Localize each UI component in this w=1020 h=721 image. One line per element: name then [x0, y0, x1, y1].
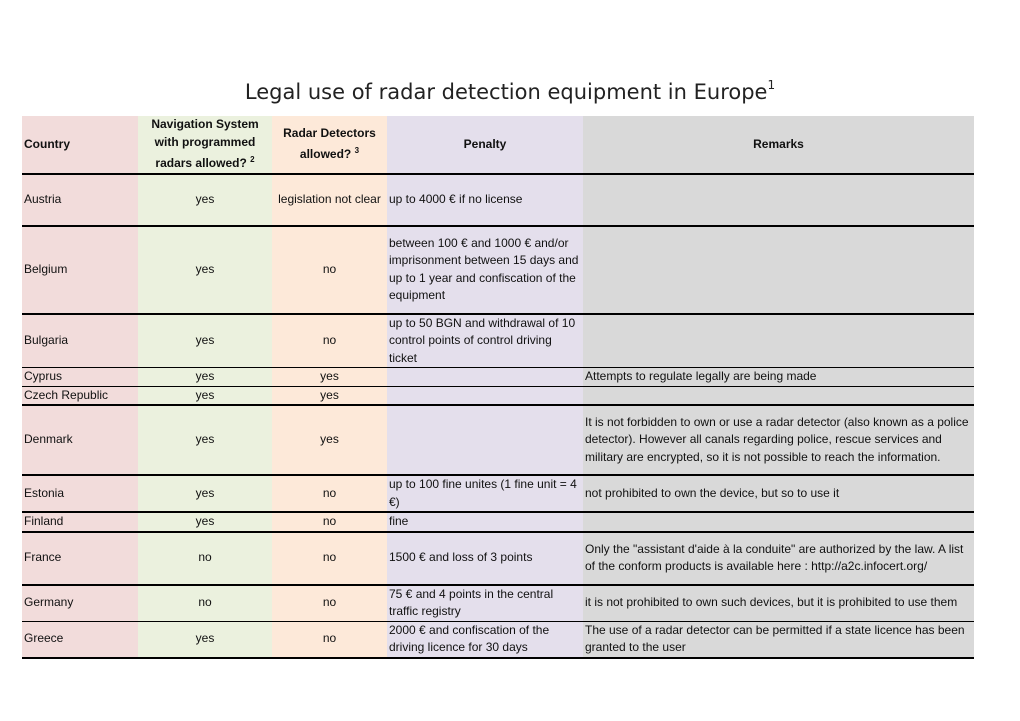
table-row [22, 226, 974, 314]
cell-country: Greece [22, 621, 138, 658]
cell-country: Czech Republic [22, 386, 138, 405]
cell-radar: legislation not clear [272, 174, 387, 226]
cell-nav: yes [138, 475, 272, 512]
cell-radar: no [272, 532, 387, 585]
cell-nav: yes [138, 314, 272, 368]
cell-nav: yes [138, 368, 272, 387]
cell-remarks: It is not forbidden to own or use a radar detector (also known as a police detector). However all canals regarding police, rescue services and military are encrypted, so it is not possible to reach the information. [583, 405, 974, 475]
cell-penalty: up to 100 fine unites (1 fine unit = 4 €) [387, 475, 583, 512]
header-nav-line2: with programmed [154, 134, 256, 149]
cell-penalty: 1500 € and loss of 3 points [387, 532, 583, 585]
header-radar-detectors [272, 116, 387, 174]
table-row [22, 386, 974, 405]
cell-country: France [22, 532, 138, 585]
table-row [22, 314, 974, 368]
cell-penalty [387, 386, 583, 405]
cell-radar: no [272, 226, 387, 314]
table-row [22, 512, 974, 532]
cell-penalty: up to 4000 € if no license [387, 174, 583, 226]
cell-penalty: fine [387, 512, 583, 532]
cell-remarks: it is not prohibited to own such devices, but it is prohibited to use them [583, 585, 974, 622]
cell-nav: yes [138, 621, 272, 658]
table-row [22, 405, 974, 475]
header-navigation-system [138, 116, 272, 174]
cell-penalty: up to 50 BGN and withdrawal of 10 control points of control driving ticket [387, 314, 583, 368]
cell-radar: yes [272, 405, 387, 475]
cell-penalty: 2000 € and confiscation of the driving licence for 30 days [387, 621, 583, 658]
cell-country: Cyprus [22, 368, 138, 387]
header-penalty: Penalty [387, 116, 583, 174]
cell-penalty: 75 € and 4 points in the central traffic registry [387, 585, 583, 622]
cell-remarks [583, 386, 974, 405]
cell-nav: no [138, 532, 272, 585]
cell-remarks [583, 512, 974, 532]
cell-radar: no [272, 475, 387, 512]
cell-nav: yes [138, 174, 272, 226]
cell-remarks: Only the "assistant d'aide à la conduite" are authorized by the law. A list of the conform products is available here : http://a2c.infocert.org/ [583, 532, 974, 585]
table-header-row [22, 116, 974, 174]
header-country: Country [22, 116, 138, 174]
cell-radar: yes [272, 386, 387, 405]
header-nav-line1: Navigation System [151, 117, 259, 131]
radar-law-table [22, 116, 974, 659]
table-row [22, 621, 974, 658]
cell-nav: yes [138, 405, 272, 475]
header-nav-footnote: 2 [250, 155, 255, 164]
table-row [22, 368, 974, 387]
cell-radar: yes [272, 368, 387, 387]
cell-penalty [387, 368, 583, 387]
header-nav-line3: radars allowed? [155, 156, 247, 170]
table-row [22, 532, 974, 585]
cell-country: Estonia [22, 475, 138, 512]
cell-remarks: not prohibited to own the device, but so to use it [583, 475, 974, 512]
cell-country: Austria [22, 174, 138, 226]
cell-remarks [583, 314, 974, 368]
table-row [22, 475, 974, 512]
cell-radar: no [272, 314, 387, 368]
header-radar-line2: allowed? [299, 147, 352, 162]
cell-radar: no [272, 621, 387, 658]
cell-remarks [583, 226, 974, 314]
table-row [22, 174, 974, 226]
header-radar-line1: Radar Detectors [283, 125, 376, 140]
cell-country: Finland [22, 512, 138, 532]
cell-penalty: between 100 € and 1000 € and/or imprisonment between 15 days and up to 1 year and confiscation of the equipment [387, 226, 583, 314]
cell-country: Belgium [22, 226, 138, 314]
header-radar-footnote: 3 [354, 146, 360, 156]
page-title [0, 80, 1020, 104]
cell-radar: no [272, 585, 387, 622]
cell-remarks: Attempts to regulate legally are being made [583, 368, 974, 387]
cell-country: Bulgaria [22, 314, 138, 368]
cell-nav: yes [138, 512, 272, 532]
cell-remarks [583, 174, 974, 226]
cell-remarks: The use of a radar detector can be permitted if a state licence has been granted to the user [583, 621, 974, 658]
cell-penalty [387, 405, 583, 475]
title-text: Legal use of radar detection equipment in Europe [244, 80, 768, 104]
cell-radar: no [272, 512, 387, 532]
cell-country: Germany [22, 585, 138, 622]
cell-nav: no [138, 585, 272, 622]
title-footnote-marker: 1 [767, 78, 776, 92]
cell-country: Denmark [22, 405, 138, 475]
header-remarks: Remarks [583, 116, 974, 174]
table-row [22, 585, 974, 622]
cell-nav: yes [138, 226, 272, 314]
cell-nav: yes [138, 386, 272, 405]
